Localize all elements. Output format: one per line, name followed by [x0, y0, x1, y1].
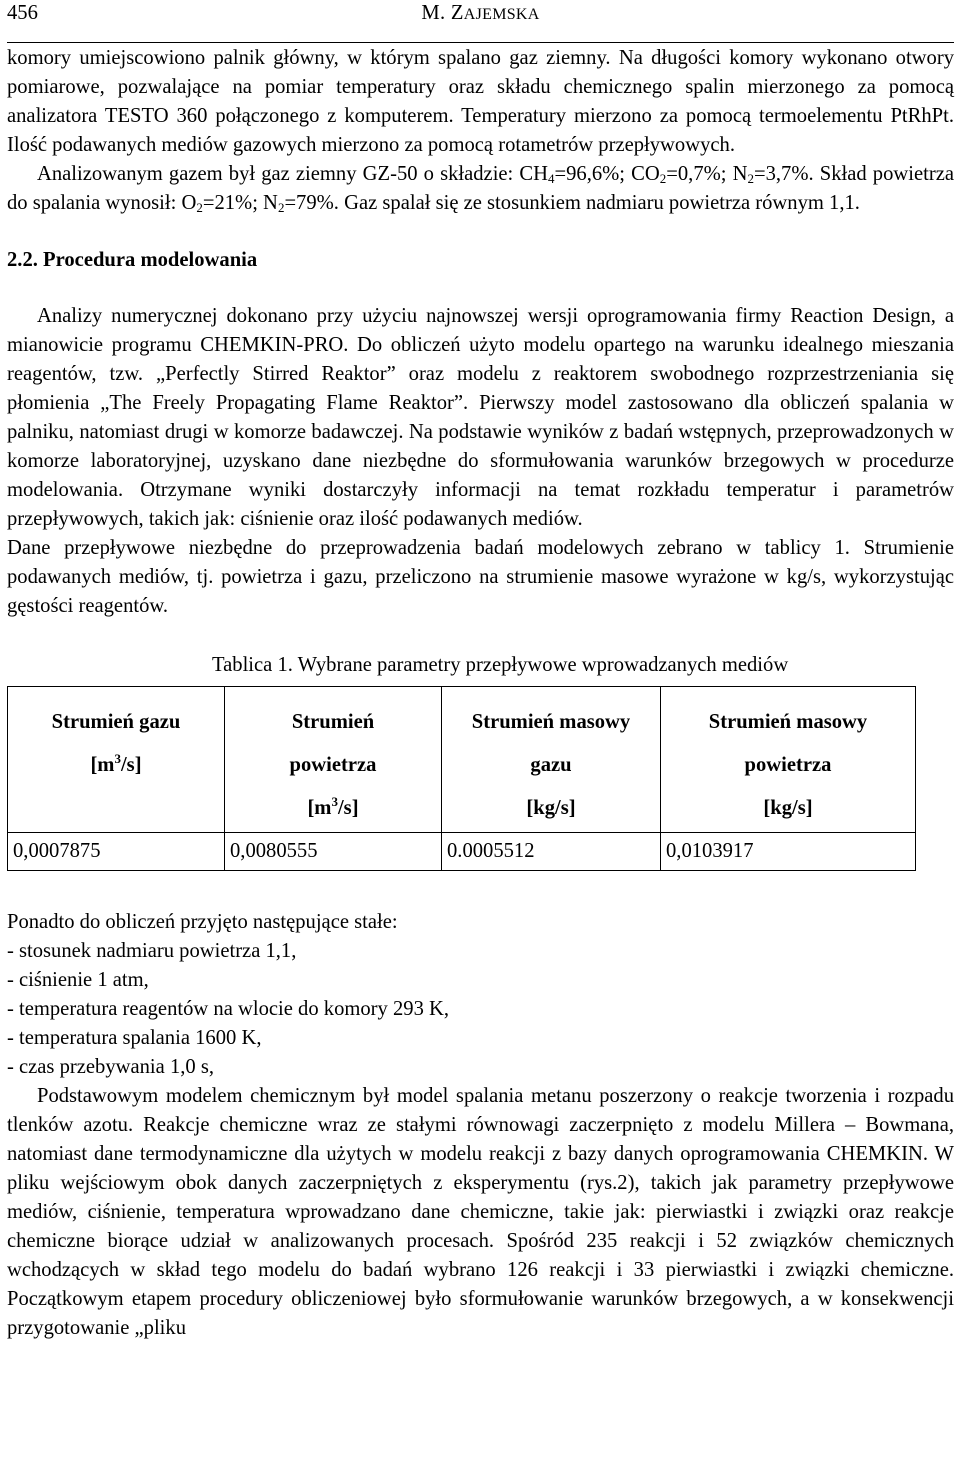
- constants-list: [7, 908, 954, 1082]
- table-row: [8, 833, 916, 871]
- paragraph-1: komory umiejscowiono palnik główny, w którym spalano gaz ziemny. Na długości komory wykonano otwory pomiarowe, pozwalające na pomiar temperatury oraz składu chemicznego spalin mierzonego za pomocą analizatora TESTO 360 połączonego z komputerem. Temperatury mierzono za pomocą termoelementu PtRhPt. Ilość podawanych mediów gazowych mierzono za pomocą rotametrów przepływowych.: [7, 47, 954, 156]
- header-cell-gas-mass-flow: Strumień masowy gazu [kg/s]: [442, 687, 661, 833]
- list-item: - czas przebywania 1,0 s,: [7, 1056, 214, 1078]
- header-cell-air-flow: Strumień powietrza $[m^3/s]$: [225, 687, 442, 833]
- running-head-rest: AJEMSKA: [463, 6, 540, 23]
- data-table: [7, 686, 916, 871]
- table-cell: 0.0005512: [442, 833, 661, 871]
- running-head-initial: M. Z: [421, 2, 464, 24]
- table-cell: 0,0080555: [225, 833, 442, 871]
- table-caption: Tablica 1. Wybrane parametry przepływowe wprowadzanych mediów: [212, 654, 789, 676]
- paragraph-2: Analizowanym gazem był gaz ziemny GZ-50 o składzie: $CH_4=96,6\%$; $CO_2=0,7\%$; $N_2=3,7\%$. Skład powietrza do spalania wynosił: $O_2=21\%$; $N_2=79\%$. Gaz spalał się ze stosunkiem nadmiaru powietrza równym 1,1.: [7, 163, 954, 215]
- table-cell: 0,0103917: [661, 833, 916, 871]
- paragraph-5: Podstawowym modelem chemicznym był model spalania metanu poszerzony o reakcje tworzenia i rozpadu tlenków azotu. Reakcje chemiczne wraz ze stałymi równowagi zaczerpnięto z modelu Millera – Bowmana, natomiast dane termodynamiczne dla użytych w modelu reakcji z bazy danych oprogramowania CHEMKIN. W pliku wejściowym obok danych zaczerpniętych z eksperymentu (rys.2), takich jak parametry przepływowe mediów, ciśnienie, temperatura wprowadzano dane chemiczne, takie jak: pierwiastki i związki oraz reakcje chemiczne biorące udział w analizowanych procesach. Spośród 235 reakcji i 52 związków chemicznych wchodzących w skład tego modelu do badań wybrano 126 reakcji i 33 pierwiastki i związki chemiczne. Początkowym etapem procedury obliczeniowej było sformułowanie warunków brzegowych, a w konsekwencji przygotowanie „pliku: [7, 1085, 954, 1339]
- paragraph-3: Analizy numerycznej dokonano przy użyciu najnowszej wersji oprogramowania firmy Reaction Design, a mianowicie programu CHEMKIN-PRO. Do obliczeń użyto modelu opartego na warunku idealnego mieszania reagentów, tzw. „Perfectly Stirred Reaktor” oraz modelu z reaktorem swobodnego rozprzestrzeniania się płomienia „The Freely Propagating Flame Reaktor”. Pierwszy model zastosowano dla obliczeń spalania w palniku, natomiast drugi w komorze badawczej. Na podstawie wyników z badań wstępnych, przeprowadzonych w komorze laboratoryjnej, uzyskano dane niezbędne do sformułowania warunków brzegowych w procedurze modelowania. Otrzymane wyniki dostarczyły informacji na temat rozkładu temperatur i parametrów przepływowych, takich jak: ciśnienie oraz ilość podawanych mediów.: [7, 305, 954, 530]
- page-number: 456: [7, 2, 38, 24]
- list-item: - ciśnienie 1 atm,: [7, 969, 149, 991]
- page-header: [7, 0, 954, 43]
- running-head: [7, 2, 954, 25]
- list-item: - temperatura reagentów na wlocie do komory 293 K,: [7, 998, 450, 1020]
- constants-intro: Ponadto do obliczeń przyjęto następujące stałe:: [7, 911, 398, 933]
- list-item: - stosunek nadmiaru powietrza 1,1,: [7, 940, 297, 962]
- header-cell-gas-flow: Strumień gazu $[m^3/s]$: [8, 687, 225, 833]
- header-cell-air-mass-flow: Strumień masowy powietrza [kg/s]: [661, 687, 916, 833]
- table-header-row: [8, 687, 916, 833]
- table-cell: 0,0007875: [8, 833, 225, 871]
- section-heading: 2.2. Procedura modelowania: [7, 249, 258, 271]
- document-page: [7, 0, 954, 1343]
- paragraph-4: Dane przepływowe niezbędne do przeprowadzenia badań modelowych zebrano w tablicy 1. Strumienie podawanych mediów, tj. powietrza i gazu, przeliczono na strumienie masowe wyrażone w kg/s, wykorzystując gęstości reagentów.: [7, 537, 954, 617]
- list-item: - temperatura spalania 1600 K,: [7, 1027, 262, 1049]
